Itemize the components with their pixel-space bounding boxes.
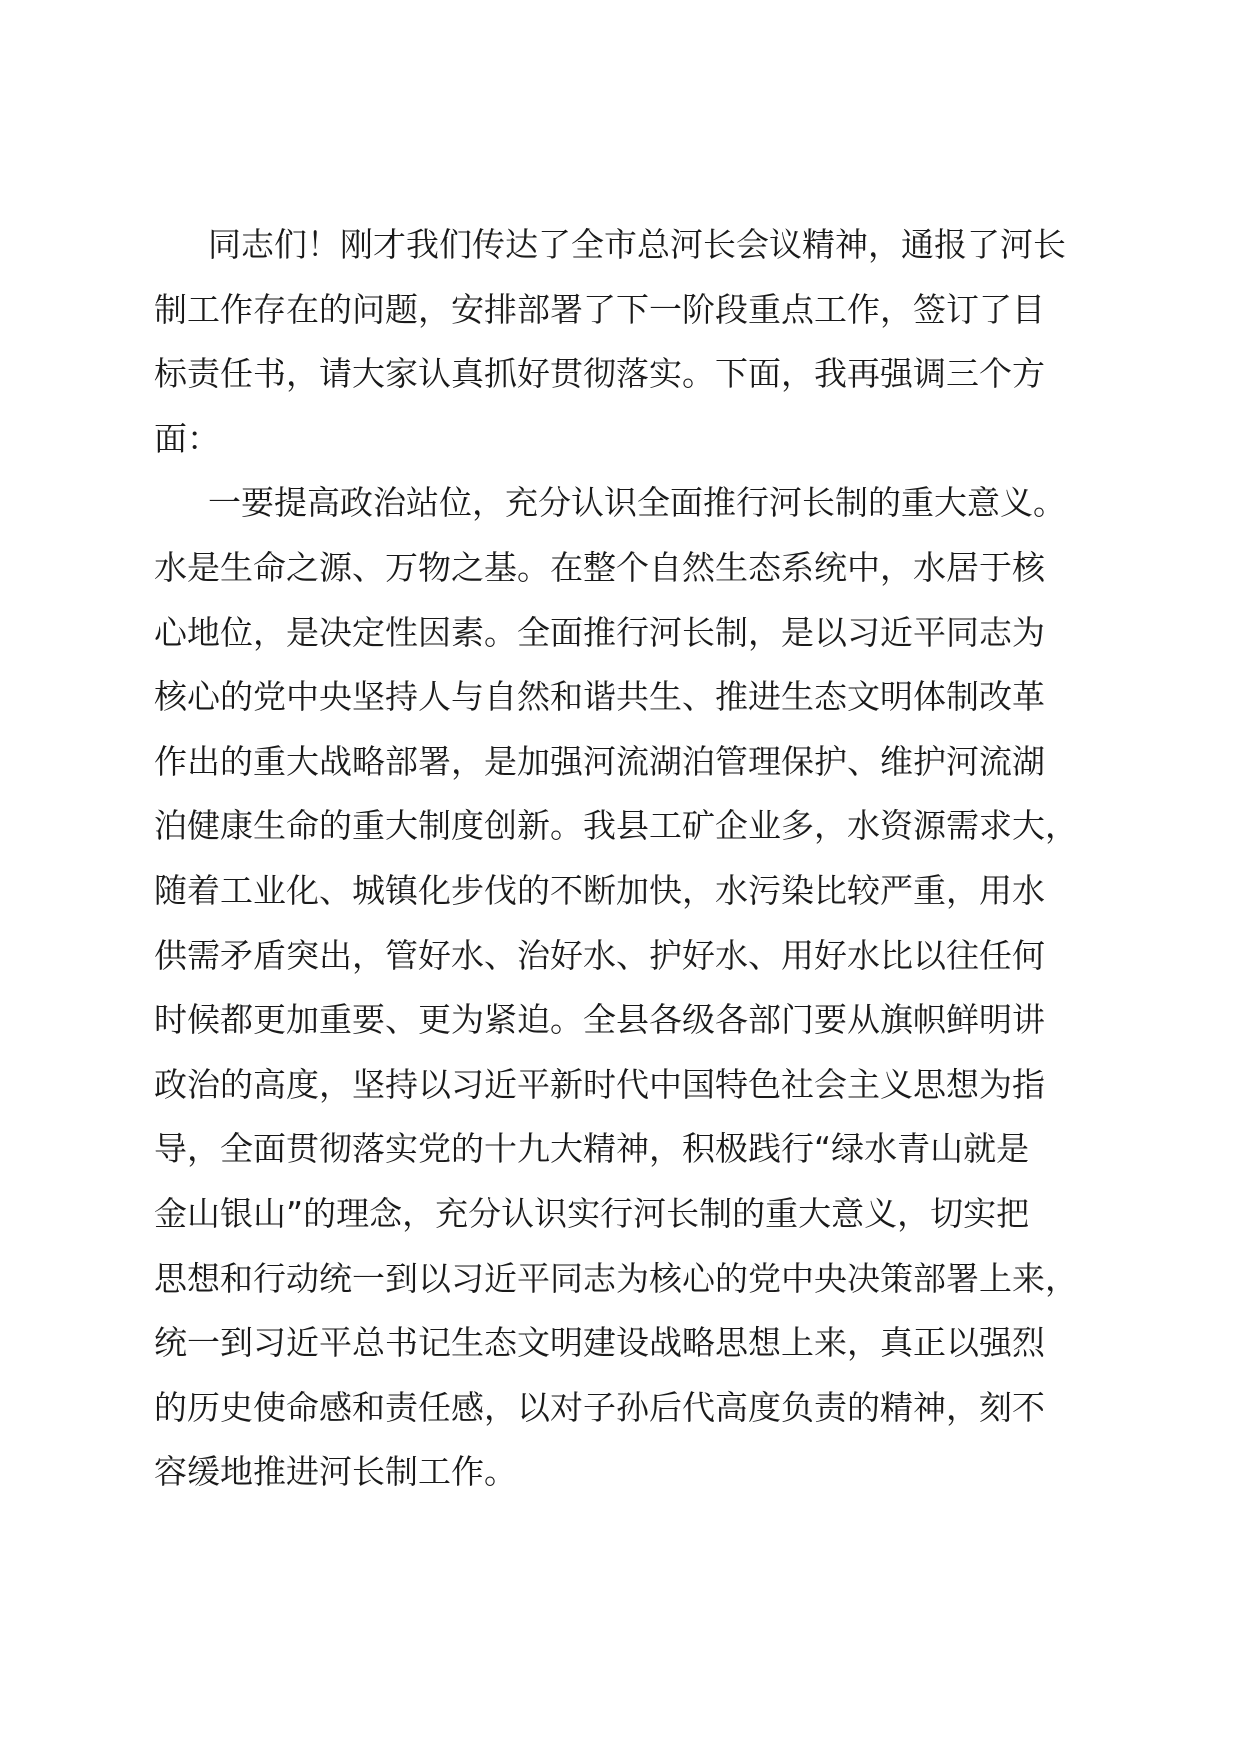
text-line: 的历史使命感和责任感，以对子孙后代高度负责的精神，刻不	[154, 1387, 1045, 1427]
text-line: 随着工业化、城镇化步伐的不断加快，水污染比较严重，用水	[154, 870, 1045, 910]
text-line: 作出的重大战略部署，是加强河流湖泊管理保护、维护河流湖	[154, 741, 1045, 781]
text-line: 核心的党中央坚持人与自然和谐共生、推进生态文明体制改革	[154, 677, 1045, 717]
text-line: 泊健康生命的重大制度创新。我县工矿企业多，水资源需求大，	[154, 806, 1078, 846]
text-line: 面：	[154, 418, 220, 458]
text-line: 水是生命之源、万物之基。在整个自然生态系统中，水居于核	[154, 547, 1045, 587]
paragraph-point-one	[154, 471, 1078, 1505]
text-line: 标责任书，请大家认真抓好贯彻落实。下面，我再强调三个方	[154, 354, 1045, 394]
text-line: 统一到习近平总书记生态文明建设战略思想上来，真正以强烈	[154, 1323, 1045, 1363]
text-line: 同志们！刚才我们传达了全市总河长会议精神，通报了河长	[208, 225, 1066, 264]
text-line: 一要提高政治站位，充分认识全面推行河长制的重大意义。	[208, 483, 1066, 523]
text-line: 制工作存在的问题，安排部署了下一阶段重点工作，签订了目	[154, 289, 1045, 329]
text-line: 供需矛盾突出，管好水、治好水、护好水、用好水比以往任何	[154, 935, 1045, 975]
text-line: 思想和行动统一到以习近平同志为核心的党中央决策部署上来，	[154, 1258, 1078, 1298]
text-line: 政治的高度，坚持以习近平新时代中国特色社会主义思想为指	[154, 1064, 1045, 1104]
text-line: 心地位，是决定性因素。全面推行河长制，是以习近平同志为	[154, 612, 1045, 652]
text-line: 金山银山”的理念，充分认识实行河长制的重大意义，切实把	[154, 1193, 1030, 1233]
paragraph-intro	[154, 213, 1074, 471]
text-line: 时候都更加重要、更为紧迫。全县各级各部门要从旗帜鲜明讲	[154, 1000, 1045, 1040]
text-line: 导，全面贯彻落实党的十九大精神，积极践行“绿水青山就是	[154, 1129, 1030, 1169]
text-line: 容缓地推进河长制工作。	[154, 1452, 517, 1492]
document-body	[154, 213, 1078, 1505]
